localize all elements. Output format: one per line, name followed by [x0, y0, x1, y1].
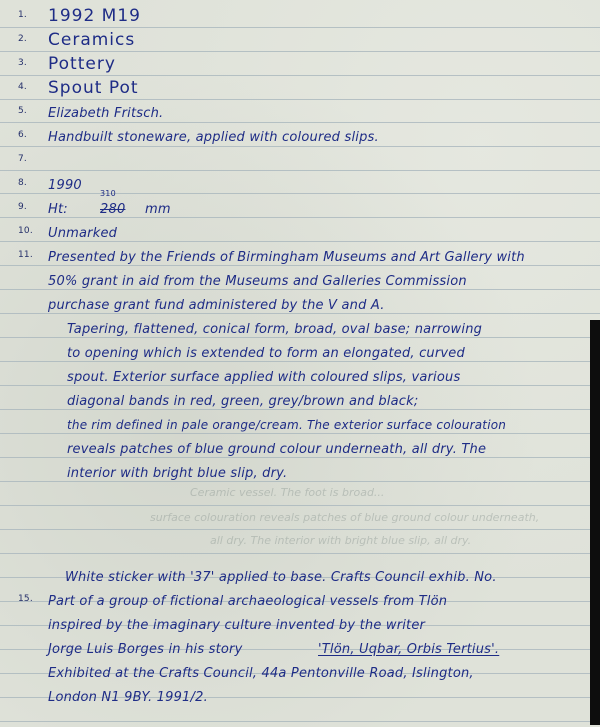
entry-11-provenance-cont: purchase grant fund administered by the V and A.	[48, 298, 385, 313]
height-unit: mm	[145, 202, 171, 217]
height-corrected-value: 310	[100, 189, 116, 198]
description-line: reveals patches of blue ground colour underneath, all dry. The	[67, 442, 487, 457]
rule-line	[0, 721, 600, 722]
entry-9-height: 9. Ht: 280 310 mm	[18, 189, 171, 217]
entry-8-date: 8. 1990	[18, 178, 82, 193]
description-line: the rim defined in pale orange/cream. The exterior surface colouration	[67, 418, 507, 432]
rule-line	[0, 505, 600, 506]
description-line: to opening which is extended to form an elongated, curved	[67, 346, 465, 361]
entry-1-accession-number: 1. 1992 M19	[18, 6, 141, 26]
bleed-through-text: surface colouration reveals patches of blue ground colour underneath,	[150, 511, 540, 524]
height-label: Ht:	[48, 202, 68, 217]
entry-15-notes-cont: Jorge Luis Borges in his story 'Tlön, Uqbar, Orbis Tertius'.	[48, 642, 500, 657]
entry-4-object-name: 4. Spout Pot	[18, 78, 139, 98]
description-line: spout. Exterior surface applied with coloured slips, various	[67, 370, 461, 385]
entry-5-maker: 5. Elizabeth Fritsch.	[18, 106, 164, 121]
entry-2-category: 2. Ceramics	[18, 30, 136, 50]
entry-7-blank: 7.	[18, 154, 27, 164]
height-struck-value: 280	[100, 202, 126, 217]
entry-11-provenance: 11. Presented by the Friends of Birmingham Museums and Art Gallery with	[18, 250, 525, 265]
entry-15-notes-cont: inspired by the imaginary culture invented by the writer	[48, 618, 426, 633]
description-line: interior with bright blue slip, dry.	[67, 466, 288, 481]
bleed-through-text: Ceramic vessel. The foot is broad...	[190, 486, 385, 499]
story-title: 'Tlön, Uqbar, Orbis Tertius'.	[318, 642, 500, 657]
description-line: Tapering, flattened, conical form, broad, oval base; narrowing	[67, 322, 483, 337]
description-line: diagonal bands in red, green, grey/brown and black;	[67, 394, 419, 409]
entry-15-notes: 15. Part of a group of fictional archaeological vessels from Tlön	[18, 594, 448, 609]
exhibition-note: London N1 9BY. 1991/2.	[48, 690, 208, 705]
scan-edge-shadow	[590, 320, 600, 725]
rule-line	[0, 553, 600, 554]
bleed-through-text: all dry. The interior with bright blue slip, all dry.	[210, 534, 472, 547]
entry-3-type: 3. Pottery	[18, 54, 116, 74]
entry-6-materials: 6. Handbuilt stoneware, applied with coloured slips.	[18, 130, 379, 145]
sticker-note: White sticker with '37' applied to base. Crafts Council exhib. No.	[65, 570, 497, 585]
exhibition-note: Exhibited at the Crafts Council, 44a Pentonville Road, Islington,	[48, 666, 474, 681]
rule-line	[0, 529, 600, 530]
entry-11-provenance-cont: 50% grant in aid from the Museums and Galleries Commission	[48, 274, 467, 289]
entry-10-marks: 10. Unmarked	[18, 226, 118, 241]
